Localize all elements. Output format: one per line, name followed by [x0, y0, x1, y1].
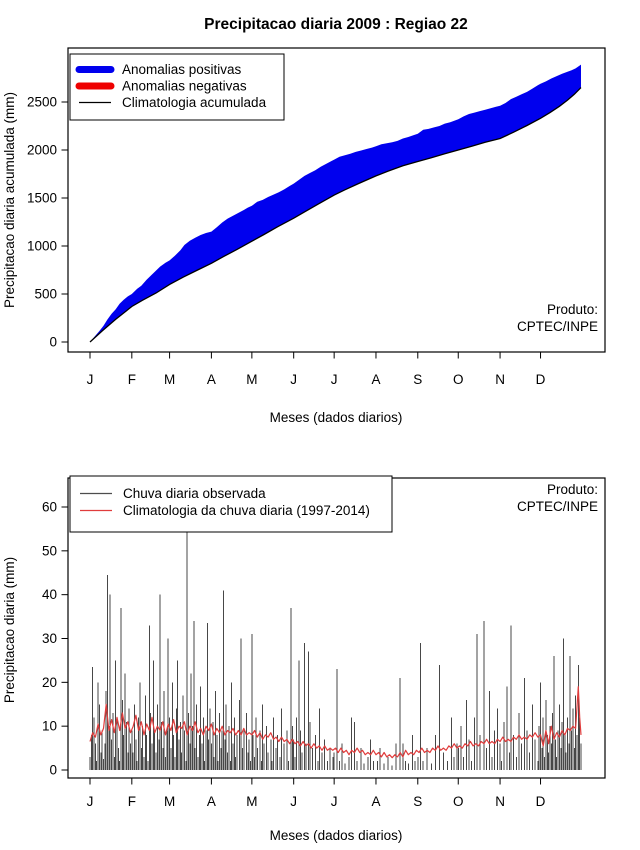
bottom-y-axis-title: Precipitacao diaria (mm) — [2, 556, 17, 704]
daily-rain-bars — [90, 529, 581, 770]
top-x-tick-label: S — [413, 372, 423, 387]
top-y-tick-label: 1000 — [26, 238, 57, 254]
top-product-note-line1: Produto: — [546, 302, 598, 317]
legend-label-positive-anomaly: Anomalias positivas — [122, 62, 242, 77]
top-y-axis-title: Precipitacao diaria acumulada (mm) — [2, 91, 17, 309]
bottom-x-tick-label: S — [413, 794, 423, 809]
bottom-y-tick-label: 60 — [41, 499, 57, 515]
top-y-tick-label: 1500 — [26, 190, 57, 206]
bottom-x-tick-label: F — [127, 794, 136, 809]
bottom-x-tick-label: J — [86, 794, 94, 809]
legend-label-observed-daily-rain: Chuva diaria observada — [123, 486, 266, 501]
top-product-note-line2: CPTEC/INPE — [516, 319, 598, 334]
bottom-plot-dynamic-layer — [42, 500, 581, 810]
bottom-y-tick-label: 40 — [41, 587, 57, 603]
bottom-x-tick-label: A — [371, 794, 381, 809]
bottom-x-tick-label: D — [535, 794, 546, 809]
chart-title: Precipitacao diaria 2009 : Regiao 22 — [204, 16, 468, 33]
top-y-tick-label: 500 — [34, 286, 57, 302]
bottom-x-axis-title: Meses (dados diarios) — [269, 828, 403, 843]
bottom-product-note — [517, 482, 598, 514]
top-x-tick-label: M — [246, 372, 258, 387]
top-x-tick-label: J — [86, 372, 94, 387]
bottom-y-tick-label: 50 — [41, 543, 57, 559]
top-x-tick-label: J — [330, 372, 338, 387]
legend-label-climatology-cumulative: Climatologia acumulada — [122, 95, 267, 110]
legend-label-daily-climatology: Climatologia da chuva diaria (1997-2014) — [123, 503, 370, 518]
top-x-tick-label: A — [371, 372, 381, 387]
top-x-tick-label: F — [127, 372, 136, 387]
legend-label-negative-anomaly: Anomalias negativas — [122, 78, 247, 94]
top-y-tick-label: 0 — [49, 334, 57, 350]
top-y-tick-label: 2000 — [26, 142, 57, 158]
top-y-tick-label: 2500 — [26, 94, 57, 110]
bottom-x-tick-label: J — [330, 794, 338, 809]
bottom-x-tick-label: J — [290, 794, 298, 809]
top-x-tick-label: N — [495, 372, 505, 387]
bottom-x-tick-label: A — [206, 794, 216, 809]
top-x-tick-label: D — [535, 372, 546, 387]
bottom-x-tick-label: O — [452, 794, 464, 809]
bottom-y-tick-label: 30 — [41, 631, 57, 646]
top-x-tick-label: O — [452, 372, 464, 387]
daily-climatology-line — [90, 687, 581, 758]
top-legend — [70, 54, 284, 120]
bottom-product-note-line1: Produto: — [546, 482, 598, 497]
bottom-y-tick-label: 0 — [49, 762, 57, 778]
bottom-product-note-line2: CPTEC/INPE — [516, 499, 598, 514]
bottom-x-tick-label: M — [163, 794, 176, 809]
top-x-axis-title: Meses (dados diarios) — [269, 410, 403, 425]
bottom-legend — [70, 476, 392, 532]
top-x-tick-label: A — [206, 372, 216, 387]
bottom-y-tick-label: 20 — [41, 674, 57, 690]
top-x-tick-label: M — [163, 372, 176, 387]
bottom-x-tick-label: N — [495, 794, 505, 809]
bottom-x-tick-label: M — [246, 794, 258, 809]
top-x-tick-label: J — [290, 372, 298, 387]
bottom-y-tick-label: 10 — [41, 718, 57, 734]
top-product-note — [517, 302, 598, 334]
